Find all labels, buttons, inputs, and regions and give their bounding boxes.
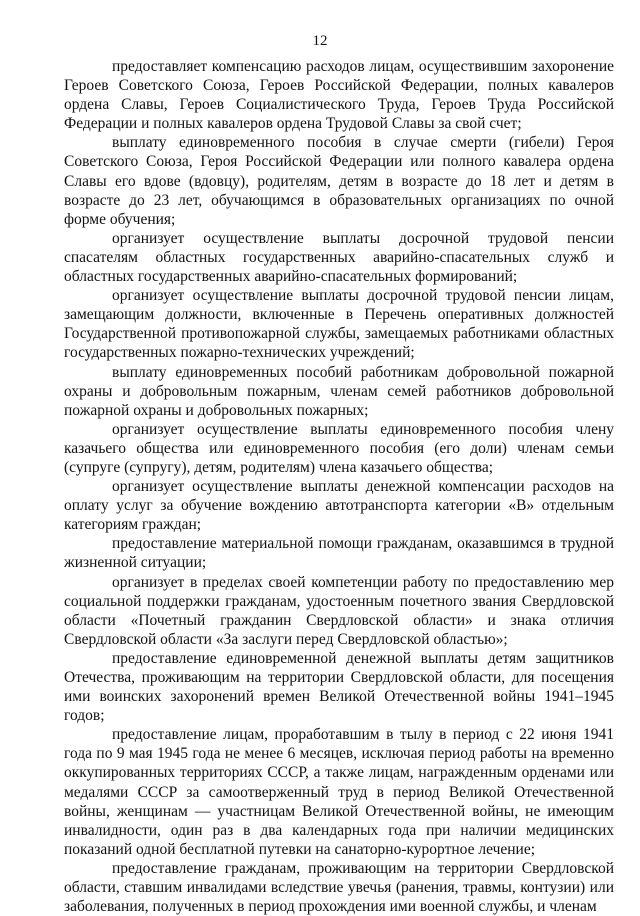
paragraph: предоставление гражданам, проживающим на территории Свердловской области, ставшим инвалидами вследствие увечья (ранения, травмы, контузии) или заболевания, полученных в период прохождения ими военной службы, и членам [64,859,614,916]
document-body [64,57,614,916]
paragraph: выплату единовременных пособий работникам добровольной пожарной охраны и добровольным пожарным, членам семей работников добровольной пожарной охраны и добровольных пожарных; [64,363,614,419]
paragraph: организует осуществление выплаты досрочной трудовой пенсии лицам, замещающим должности, включенные в Перечень оперативных должностей Государственной противопожарной службы, замещаемых работниками областных государственных пожарно-технических учреждений; [64,287,614,362]
paragraph: предоставление лицам, проработавшим в тылу в период с 22 июня 1941 года по 9 мая 1945 года не менее 6 месяцев, исключая период работы на временно оккупированных территориях СССР, а также лицам, награжденным орденами или медалями СССР за самоотверженный труд в период Великой Отечественной войны, женщинам — участницам Великой Отечественной войны, не имеющим инвалидности, один раз в два календарных года при наличии медицинских показаний одной бесплатной путевки на санаторно-курортное лечение; [64,726,614,858]
paragraph: выплату единовременного пособия в случае смерти (гибели) Героя Советского Союза, Героя Российской Федерации или полного кавалера ордена Славы его вдове (вдовцу), родителям, детям в возрасте до 18 лет и детям в возрасте до 23 лет, обучающимся в образовательных организациях по очной форме обучения; [64,134,614,228]
page-number: 12 [312,33,328,49]
paragraph: организует в пределах своей компетенции работу по предоставлению мер социальной поддержки гражданам, удостоенным почетного звания Свердловской области «Почетный гражданин Свердловской области» и знака отличия Свердловской области «За заслуги перед Свердловской областью»; [64,573,614,648]
paragraph: предоставляет компенсацию расходов лицам, осуществившим захоронение Героев Советского Союза, Героев Российской Федерации, полных кавалеров ордена Славы, Героев Социалистического Труда, Героев Труда Российской Федерации и полных кавалеров ордена Трудовой Славы за свой счет; [64,58,614,133]
paragraph: организует осуществление выплаты денежной компенсации расходов на оплату услуг за обучение вождению автотранспорта категории «В» отдельным категориям граждан; [64,478,614,534]
paragraph: предоставление материальной помощи гражданам, оказавшимся в трудной жизненной ситуации; [64,535,614,572]
paragraph: организует осуществление выплаты досрочной трудовой пенсии спасателям областных государственных аварийно-спасательных служб и областных государственных аварийно-спасательных формирований; [64,229,614,286]
paragraph: организует осуществление выплаты единовременного пособия члену казачьего общества или единовременного пособия (его доли) членам семьи (супруге (супругу), детям, родителям) члена казачьего общества; [64,420,614,476]
paragraph: предоставление единовременной денежной выплаты детям защитников Отечества, проживающим на территории Свердловской области, для посещения ими воинских захоронений времен Великой Отечественной войны 1941–1945 годов; [64,649,614,725]
